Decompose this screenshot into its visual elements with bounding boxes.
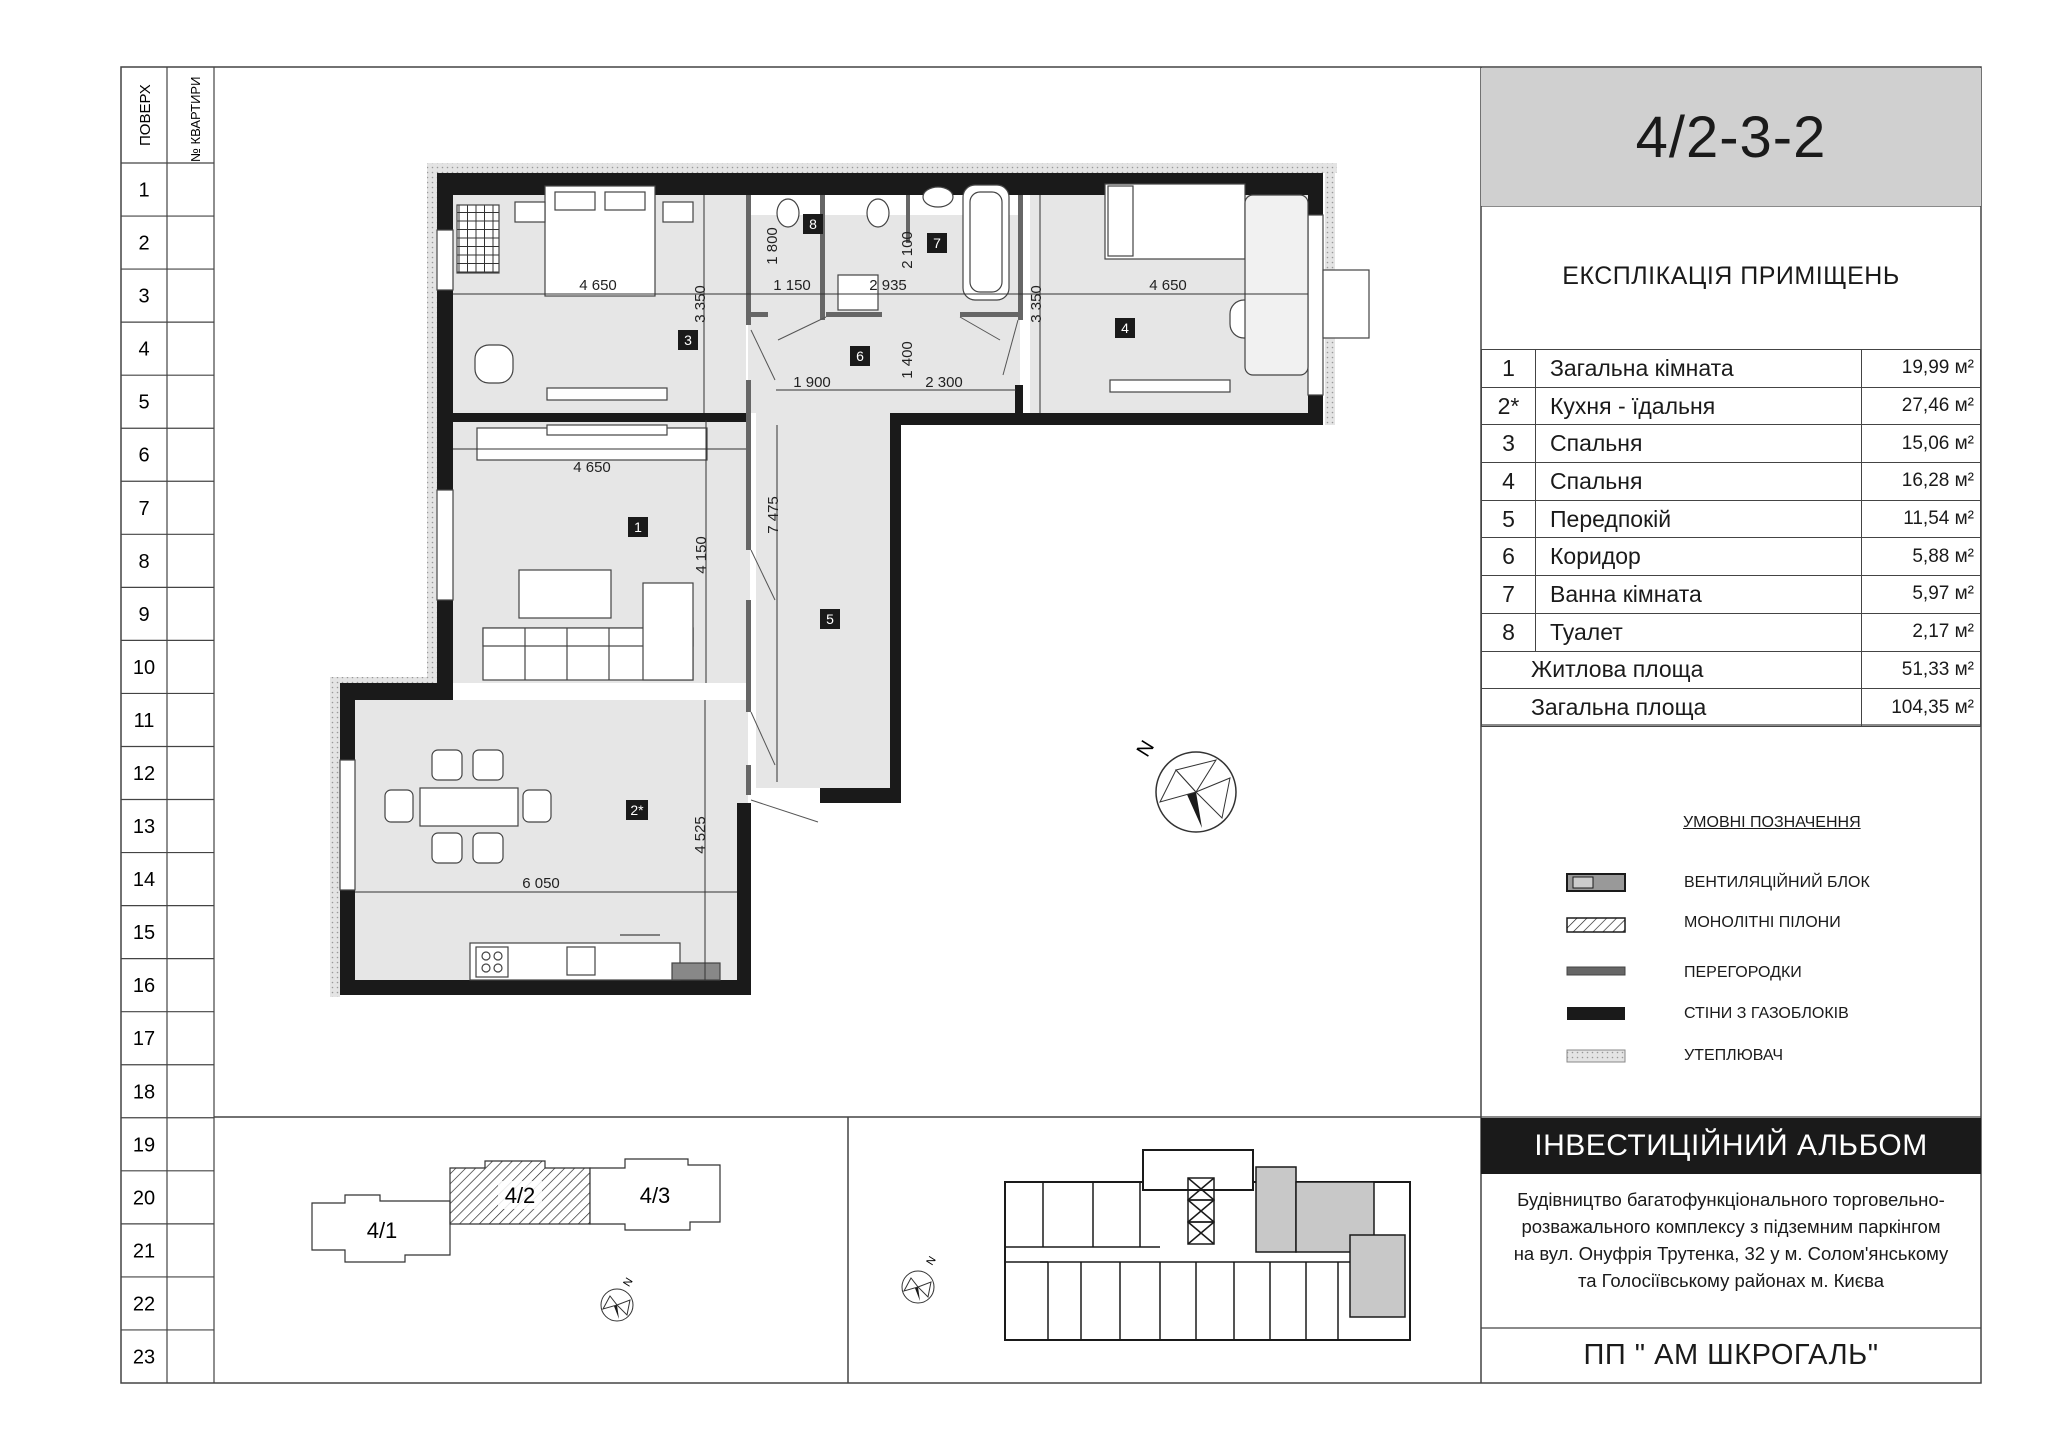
- room-number: 8: [1482, 613, 1536, 651]
- key-north-label: N: [924, 1254, 939, 1268]
- room-area: 19,99 м²: [1862, 350, 1981, 388]
- album-title: ІНВЕСТИЦІЙНИЙ АЛЬБОМ: [1481, 1118, 1981, 1174]
- room-name: Кухня - їдальня: [1536, 387, 1862, 425]
- room-area: 16,28 м²: [1862, 463, 1981, 501]
- room-tag: 7: [933, 235, 941, 251]
- room-row: [1482, 425, 1981, 463]
- dim-label: 1 400: [899, 341, 916, 379]
- dim-label: 3 350: [1028, 285, 1045, 323]
- floor-number: 10: [132, 656, 156, 679]
- room-tag: 3: [684, 332, 692, 348]
- floor-number: 7: [138, 497, 150, 520]
- legend-item-monolithic-pylons: МОНОЛІТНІ ПІЛОНИ: [1684, 914, 1841, 931]
- living-area-row: [1482, 651, 1981, 689]
- dim-label: 4 650: [573, 459, 611, 476]
- floor-number: 23: [132, 1346, 156, 1369]
- legend-item-gasblock-walls: СТІНИ З ГАЗОБЛОКІВ: [1684, 1005, 1849, 1022]
- total-area-value: 104,35 м²: [1862, 689, 1981, 727]
- header-apartments: № КВАРТИРИ: [188, 76, 203, 162]
- total-area-row: [1482, 689, 1981, 727]
- header-floor: ПОВЕРХ: [137, 84, 154, 146]
- floor-number: 1: [138, 179, 150, 202]
- dim-label: 4 650: [1149, 277, 1187, 294]
- floor-number: 6: [138, 444, 150, 467]
- room-area: 15,06 м²: [1862, 425, 1981, 463]
- legend-swatch-partitions: [1567, 967, 1625, 975]
- floor-number: 20: [132, 1187, 156, 1210]
- legend-title: УМОВНІ ПОЗНАЧЕННЯ: [1683, 814, 1861, 831]
- room-tag: 6: [856, 348, 864, 364]
- floor-number: 8: [138, 550, 150, 573]
- room-tag: 8: [809, 216, 817, 232]
- tiled-floor: [457, 205, 499, 273]
- floor-number: 22: [132, 1293, 156, 1316]
- dim-label: 1 150: [773, 277, 811, 294]
- explication-title: ЕКСПЛІКАЦІЯ ПРИМІЩЕНЬ: [1562, 262, 1900, 290]
- room-name: Спальня: [1536, 425, 1862, 463]
- room-name: Передпокій: [1536, 500, 1862, 538]
- project-description: [1481, 1186, 1981, 1294]
- living-area-value: 51,33 м²: [1862, 651, 1981, 689]
- project-description-line: та Голосіївському районах м. Києва: [1577, 1270, 1885, 1291]
- compass-rose: [1133, 737, 1236, 832]
- dim-label: 7 475: [765, 496, 782, 534]
- room-number: 2*: [1482, 387, 1536, 425]
- dim-label: 2 100: [899, 231, 916, 269]
- north-label: N: [1132, 736, 1160, 761]
- room-area: 5,97 м²: [1862, 576, 1981, 614]
- legend-swatch-walls: [1567, 1007, 1625, 1020]
- legend-item-insulation: УТЕПЛЮВАЧ: [1684, 1047, 1783, 1064]
- living-area-label: Житлова площа: [1482, 651, 1862, 689]
- dim-label: 4 525: [692, 816, 709, 854]
- floor-number: 3: [138, 285, 150, 308]
- room-tag: 4: [1121, 320, 1129, 336]
- dim-label: 4 650: [579, 277, 617, 294]
- room-number: 6: [1482, 538, 1536, 576]
- legend-item-partitions: ПЕРЕГОРОДКИ: [1684, 964, 1802, 981]
- room-number: 7: [1482, 576, 1536, 614]
- floor-number: 17: [132, 1028, 156, 1051]
- room-area: 2,17 м²: [1862, 613, 1981, 651]
- floor-number: 16: [132, 975, 156, 998]
- room-row: [1482, 576, 1981, 614]
- room-name: Туалет: [1536, 613, 1862, 651]
- dim-label: 2 300: [925, 374, 963, 391]
- room-number: 5: [1482, 500, 1536, 538]
- key-compass: [902, 1254, 939, 1303]
- room-row: [1482, 613, 1981, 651]
- site-north-label: N: [621, 1275, 636, 1289]
- dim-label: 6 050: [522, 875, 560, 892]
- section-label: 4/3: [639, 1183, 671, 1208]
- room-number: 4: [1482, 463, 1536, 501]
- legend-swatches: [1567, 874, 1625, 1062]
- total-area-label: Загальна площа: [1482, 689, 1862, 727]
- floor-number: 15: [132, 922, 156, 945]
- legend-swatch-pylons: [1567, 918, 1625, 932]
- section-label: 4/1: [366, 1218, 398, 1243]
- room-row: [1482, 500, 1981, 538]
- room-tag: 1: [634, 519, 642, 535]
- site-compass: [601, 1276, 636, 1321]
- room-tag: 2*: [630, 802, 644, 818]
- project-description-line: на вул. Онуфрія Трутенка, 32 у м. Солом'янському: [1513, 1243, 1949, 1264]
- apartment-plan: [330, 163, 1369, 997]
- floor-number: 21: [132, 1240, 156, 1263]
- room-name: Спальня: [1536, 463, 1862, 501]
- room-number: 1: [1482, 350, 1536, 388]
- room-row: [1482, 387, 1981, 425]
- dim-label: 3 350: [692, 285, 709, 323]
- dim-label: 2 935: [869, 277, 907, 294]
- floor-number: 4: [138, 338, 150, 361]
- room-row: [1482, 463, 1981, 501]
- room-name: Коридор: [1536, 538, 1862, 576]
- explication-table: [1481, 349, 1981, 727]
- floor-number: 11: [133, 709, 155, 732]
- floor-number: 18: [132, 1081, 156, 1104]
- floor-number: 2: [138, 232, 150, 255]
- dim-label: 1 900: [793, 374, 831, 391]
- site-plan: [312, 1159, 720, 1321]
- floor-number: 14: [132, 869, 156, 892]
- room-name: Загальна кімната: [1536, 350, 1862, 388]
- floor-number: 13: [132, 816, 156, 839]
- floor-number: 9: [138, 603, 150, 626]
- floor-number: 5: [138, 391, 150, 414]
- room-row: [1482, 350, 1981, 388]
- project-description-line: розважального комплексу з підземним паркінгом: [1521, 1216, 1941, 1237]
- section-label: 4/2: [504, 1183, 536, 1208]
- room-tag: 5: [826, 611, 834, 627]
- legend-swatch-insulation: [1567, 1050, 1625, 1062]
- room-row: [1482, 538, 1981, 576]
- room-number: 3: [1482, 425, 1536, 463]
- floor-key-plan: [902, 1150, 1410, 1340]
- project-description-line: Будівництво багатофункціонального торговельно-: [1517, 1189, 1945, 1210]
- floor-number: 12: [132, 763, 156, 785]
- room-name: Ванна кімната: [1536, 576, 1862, 614]
- room-area: 11,54 м²: [1862, 500, 1981, 538]
- room-area: 27,46 м²: [1862, 387, 1981, 425]
- apartment-code: 4/2-3-2: [1481, 68, 1981, 206]
- dim-label: 4 150: [693, 536, 710, 574]
- company-name: ПП " АМ ШКРОГАЛЬ": [1583, 1339, 1879, 1371]
- dim-label: 1 800: [764, 227, 781, 265]
- floor-number: 19: [132, 1134, 156, 1157]
- legend-item-vent-block: ВЕНТИЛЯЦІЙНИЙ БЛОК: [1684, 874, 1870, 891]
- room-area: 5,88 м²: [1862, 538, 1981, 576]
